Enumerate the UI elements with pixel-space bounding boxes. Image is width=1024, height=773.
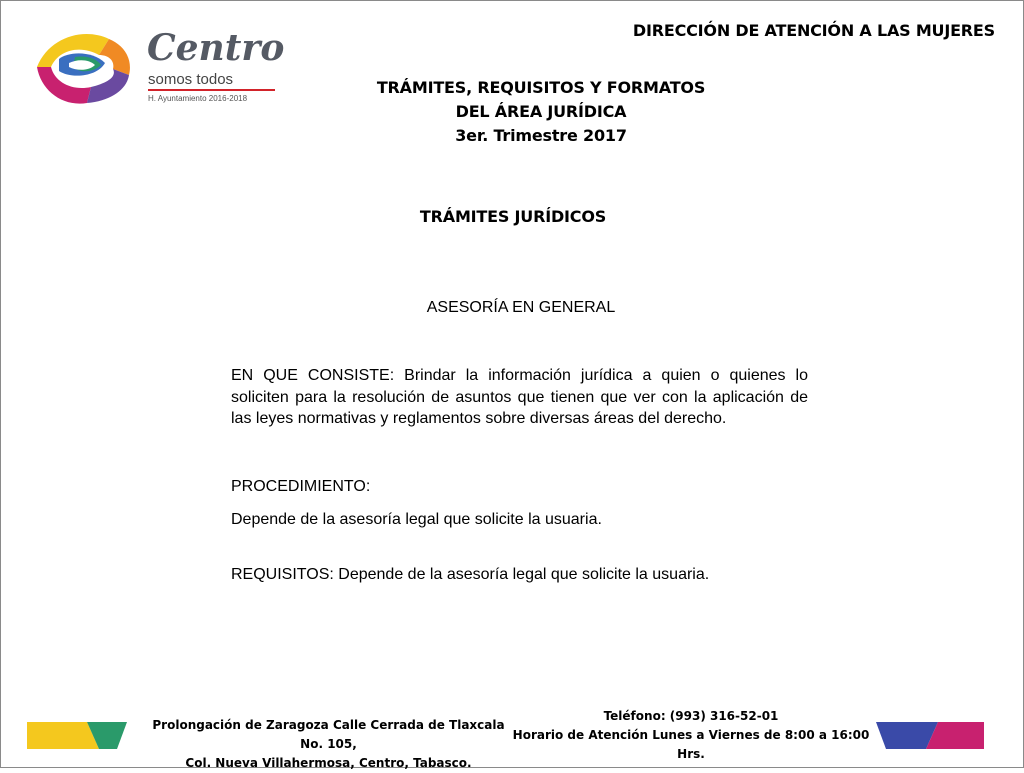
title-line-2: DEL ÁREA JURÍDICA — [455, 102, 627, 121]
procedimiento-label: PROCEDIMIENTO: — [231, 478, 371, 495]
centro-logo — [29, 27, 289, 109]
logo-brand-text: Centro — [147, 27, 285, 69]
logo-tagline: somos todos — [148, 71, 234, 88]
section-title: TRÁMITES JURÍDICOS — [419, 207, 607, 226]
footer-right-color-bar — [876, 722, 984, 749]
consiste-paragraph: EN QUE CONSISTE: Brindar la información jurídica a quien o quienes lo soliciten para la resolución de asuntos que tienen que ver con la aplicación de las leyes normativas y reglamentos sobre diversas áreas del derecho. — [231, 367, 808, 427]
section-subtitle: ASESORÍA EN GENERAL — [426, 299, 616, 316]
footer-address — [141, 716, 516, 773]
document-titles — [341, 76, 741, 148]
footer-address-line-2: Col. Nueva Villahermosa, Centro, Tabasco. — [185, 756, 472, 770]
title-line-1: TRÁMITES, REQUISITOS Y FORMATOS — [376, 78, 706, 97]
footer-contact — [511, 707, 871, 764]
logo-underline — [148, 89, 275, 91]
department-heading: DIRECCIÓN DE ATENCIÓN A LAS MUJERES — [632, 21, 995, 40]
centro-logo-emblem-icon — [29, 27, 139, 107]
requisitos-text: REQUISITOS: Depende de la asesoría legal que solicite la usuaria. — [231, 566, 710, 583]
footer-left-color-bar — [27, 722, 127, 749]
title-line-3: 3er. Trimestre 2017 — [455, 126, 627, 145]
footer-hours: Horario de Atención Lunes a Viernes de 8:00 a 16:00 Hrs. — [512, 728, 870, 761]
logo-administration: H. Ayuntamiento 2016-2018 — [148, 94, 248, 103]
footer-phone: Teléfono: (993) 316-52-01 — [603, 709, 779, 723]
footer-address-line-1: Prolongación de Zaragoza Calle Cerrada de Tlaxcala No. 105, — [152, 718, 505, 751]
procedimiento-text: Depende de la asesoría legal que solicite la usuaria. — [231, 511, 602, 528]
